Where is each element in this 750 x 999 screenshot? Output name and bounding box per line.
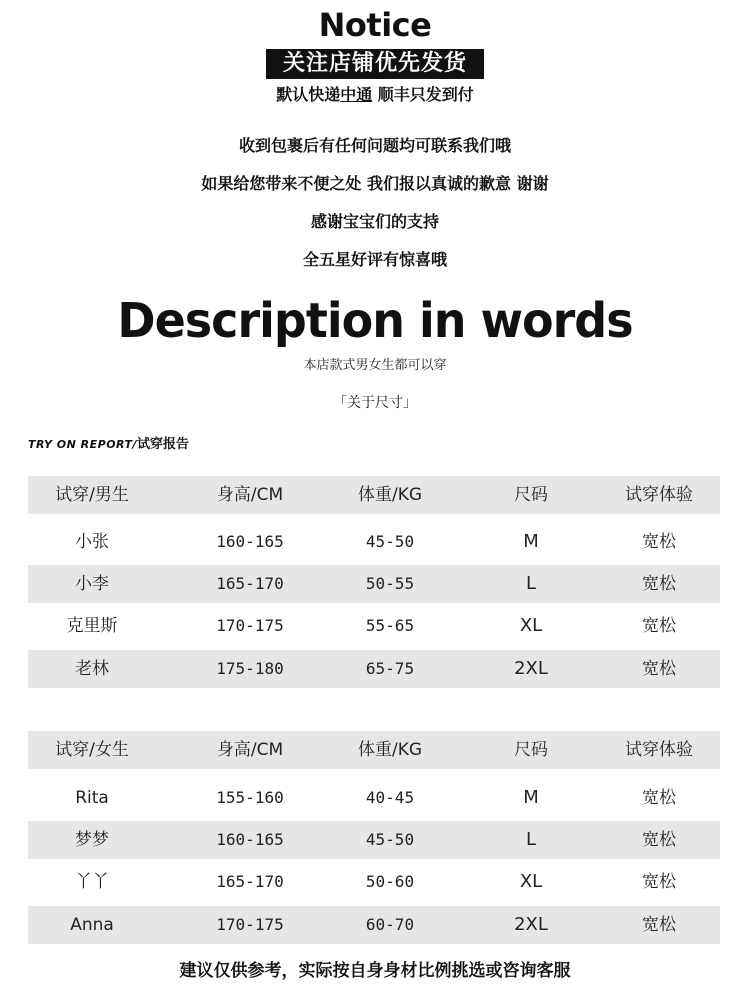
- table-cell: 2XL: [514, 658, 548, 679]
- table-cell: Rita: [75, 788, 109, 808]
- table-cell: 165-170: [216, 574, 284, 593]
- table-cell: 宽松: [642, 830, 676, 850]
- header-cell: 试穿/男生: [55, 485, 129, 505]
- message-contact: 收到包裹后有任何问题均可联系我们哦: [238, 136, 511, 155]
- message-thanks: 感谢宝宝们的支持: [310, 212, 439, 231]
- table-cell: XL: [519, 871, 543, 892]
- table-cell: 丫丫: [75, 872, 109, 892]
- table-cell: 170-175: [216, 616, 284, 635]
- table-cell: 宽松: [642, 788, 676, 808]
- table-cell: 45-50: [365, 532, 415, 551]
- table-row: [28, 565, 720, 603]
- message-apology: 如果给您带来不便之处 我们报以真诚的歉意 谢谢: [201, 174, 549, 193]
- header-cell: 试穿体验: [625, 485, 693, 505]
- courier-line: [0, 84, 750, 106]
- header-cell: 尺码: [514, 485, 548, 505]
- table-cell: 60-70: [365, 915, 415, 934]
- table-header-row: [28, 731, 720, 769]
- footer-advice: 建议仅供参考，实际按自身身材比例挑选或咨询客服: [179, 961, 571, 981]
- courier-prefix: 默认快递: [276, 85, 341, 104]
- courier-suffix: 顺丰只发到付: [372, 85, 474, 104]
- table-cell: 老林: [75, 659, 109, 679]
- table-row: [28, 863, 720, 901]
- header-cell: 体重/KG: [357, 740, 423, 760]
- table-cell: 50-55: [365, 574, 415, 593]
- table-cell: 55-65: [365, 616, 415, 635]
- courier-name: 中通: [340, 85, 373, 104]
- table-cell: 小张: [75, 532, 109, 552]
- table-cell: 宽松: [642, 915, 676, 935]
- header-cell: 身高/CM: [216, 740, 284, 760]
- table-cell: 宽松: [642, 574, 676, 594]
- table-cell: 50-60: [365, 872, 415, 891]
- table-row: [28, 779, 720, 817]
- priority-shipping-banner: 关注店铺优先发货: [266, 49, 484, 79]
- table-cell: 40-45: [365, 788, 415, 807]
- table-row: [28, 650, 720, 688]
- table-cell: 宽松: [642, 872, 676, 892]
- unisex-note: 本店款式男女生都可以穿: [303, 358, 447, 373]
- table-cell: 2XL: [514, 914, 548, 935]
- table-cell: 宽松: [642, 532, 676, 552]
- table-cell: 宽松: [642, 616, 676, 636]
- header-cell: 试穿体验: [625, 740, 693, 760]
- report-english: TRY ON REPORT/: [28, 438, 138, 451]
- table-cell: 170-175: [216, 915, 284, 934]
- table-cell: Anna: [70, 915, 114, 935]
- description-title: Description in words: [117, 291, 633, 349]
- message-review: 全五星好评有惊喜哦: [302, 250, 447, 269]
- table-cell: 175-180: [216, 659, 284, 678]
- size-section-label: 「关于尺寸」: [333, 395, 417, 411]
- table-cell: M: [523, 787, 539, 808]
- table-cell: 宽松: [642, 659, 676, 679]
- table-cell: 65-75: [365, 659, 415, 678]
- table-cell: 小李: [75, 574, 109, 594]
- header-cell: 试穿/女生: [55, 740, 129, 760]
- table-header-row: [28, 476, 720, 514]
- table-cell: L: [525, 829, 537, 850]
- table-cell: M: [523, 531, 539, 552]
- table-row: [28, 906, 720, 944]
- table-cell: 梦梦: [75, 830, 109, 850]
- try-on-report-label: [28, 436, 189, 454]
- header-cell: 尺码: [514, 740, 548, 760]
- table-cell: 克里斯: [66, 616, 118, 636]
- header-cell: 体重/KG: [357, 485, 423, 505]
- table-cell: 165-170: [216, 872, 284, 891]
- header-cell: 身高/CM: [216, 485, 284, 505]
- table-cell: 160-165: [216, 532, 284, 551]
- table-cell: 155-160: [216, 788, 284, 807]
- table-row: [28, 607, 720, 645]
- table-cell: 160-165: [216, 830, 284, 849]
- report-chinese: 试穿报告: [137, 437, 190, 452]
- table-row: [28, 821, 720, 859]
- table-cell: 45-50: [365, 830, 415, 849]
- table-row: [28, 523, 720, 561]
- notice-title: Notice: [318, 6, 432, 44]
- table-cell: L: [525, 573, 537, 594]
- table-cell: XL: [519, 615, 543, 636]
